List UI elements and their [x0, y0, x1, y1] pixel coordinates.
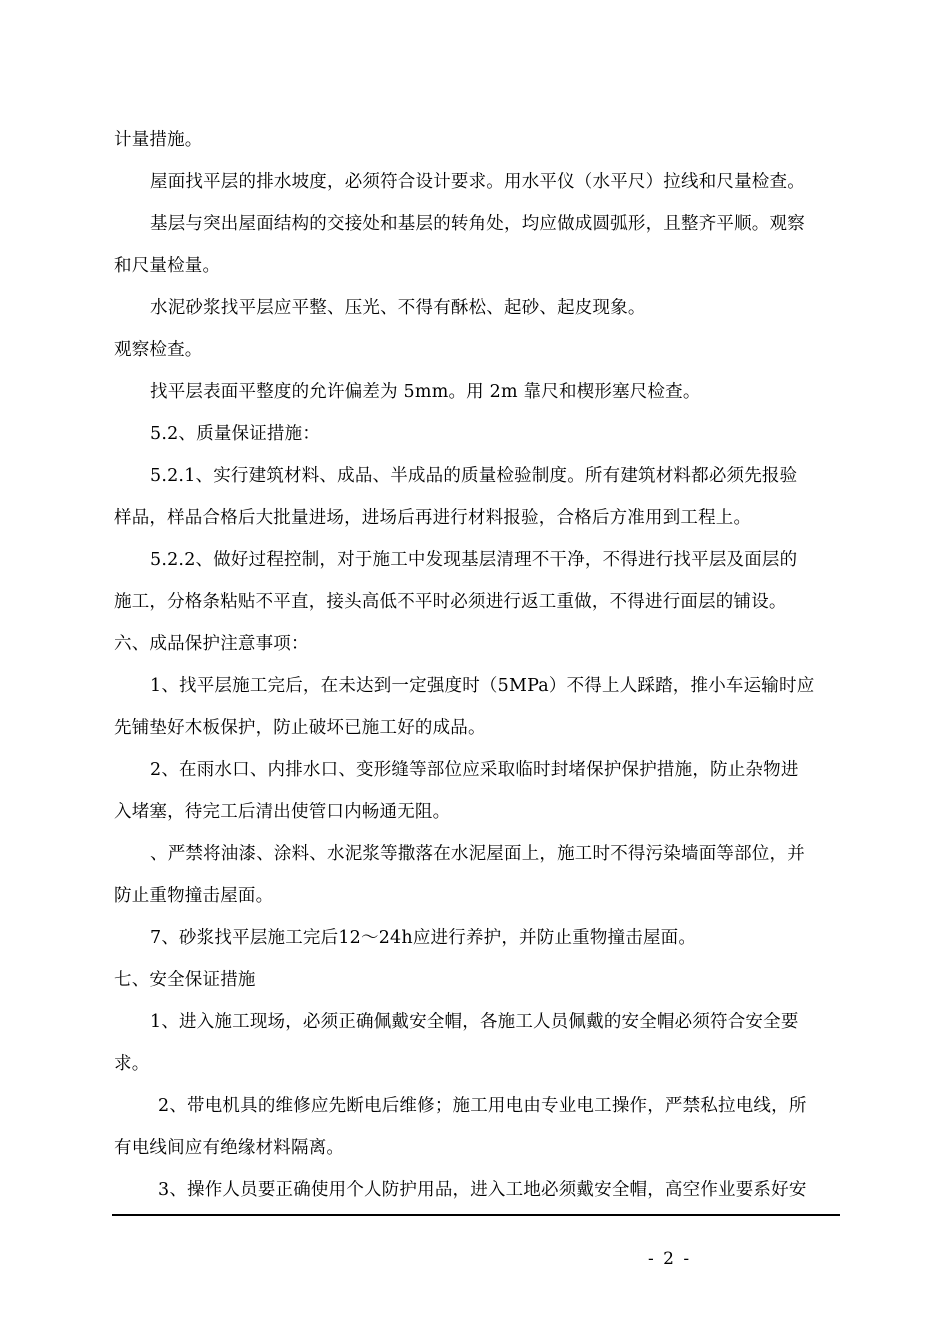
text-line: 5.2.1、实行建筑材料、成品、半成品的质量检验制度。所有建筑材料都必须先报验: [150, 466, 798, 486]
text-line: 2、带电机具的维修应先断电后维修；施工用电由专业电工操作，严禁私拉电线，所: [158, 1096, 807, 1116]
text-line: 找平层表面平整度的允许偏差为 5mm。用 2m 靠尺和楔形塞尺检查。: [150, 382, 701, 402]
text-line: 2、在雨水口、内排水口、变形缝等部位应采取临时封堵保护保护措施，防止杂物进: [150, 760, 799, 780]
text-line: 入堵塞，待完工后清出使管口内畅通无阻。: [114, 802, 451, 822]
text-line: 屋面找平层的排水坡度，必须符合设计要求。用水平仪（水平尺）拉线和尺量检查。: [150, 172, 805, 192]
text-line: 、严禁将油漆、涂料、水泥浆等撒落在水泥屋面上，施工时不得污染墙面等部位，并: [150, 844, 805, 864]
text-line: 1、找平层施工完后，在未达到一定强度时（5MPa）不得上人踩踏，推小车运输时应: [150, 676, 815, 696]
text-line: 样品，样品合格后大批量进场，进场后再进行材料报验，合格后方准用到工程上。: [114, 508, 752, 528]
text-line: 3、操作人员要正确使用个人防护用品，进入工地必须戴安全帽，高空作业要系好安: [158, 1180, 807, 1200]
text-line: 和尺量检量。: [114, 256, 221, 276]
section-heading: 六、成品保护注意事项：: [114, 634, 309, 654]
footer-divider: [112, 1214, 840, 1216]
section-heading: 七、安全保证措施: [114, 970, 256, 990]
text-line: 1、进入施工现场，必须正确佩戴安全帽，各施工人员佩戴的安全帽必须符合安全要: [150, 1012, 799, 1032]
section-heading: 5.2、质量保证措施：: [150, 424, 321, 444]
text-line: 观察检查。: [114, 340, 203, 360]
text-line: 7、砂浆找平层施工完后12～24h应进行养护，并防止重物撞击屋面。: [150, 928, 697, 948]
text-line: 施工，分格条粘贴不平直，接头高低不平时必须进行返工重做，不得进行面层的铺设。: [114, 592, 787, 612]
text-line: 有电线间应有绝缘材料隔离。: [114, 1138, 345, 1158]
text-line: 防止重物撞击屋面。: [114, 886, 274, 906]
text-line: 求。: [114, 1054, 150, 1074]
text-line: 先铺垫好木板保护，防止破坏已施工好的成品。: [114, 718, 486, 738]
text-line: 计量措施。: [114, 130, 203, 150]
text-line: 基层与突出屋面结构的交接处和基层的转角处，均应做成圆弧形，且整齐平顺。观察: [150, 214, 805, 234]
text-line: 水泥砂浆找平层应平整、压光、不得有酥松、起砂、起皮现象。: [150, 298, 646, 318]
page-number: - 2 -: [648, 1249, 692, 1269]
text-line: 5.2.2、做好过程控制，对于施工中发现基层清理不干净，不得进行找平层及面层的: [150, 550, 798, 570]
